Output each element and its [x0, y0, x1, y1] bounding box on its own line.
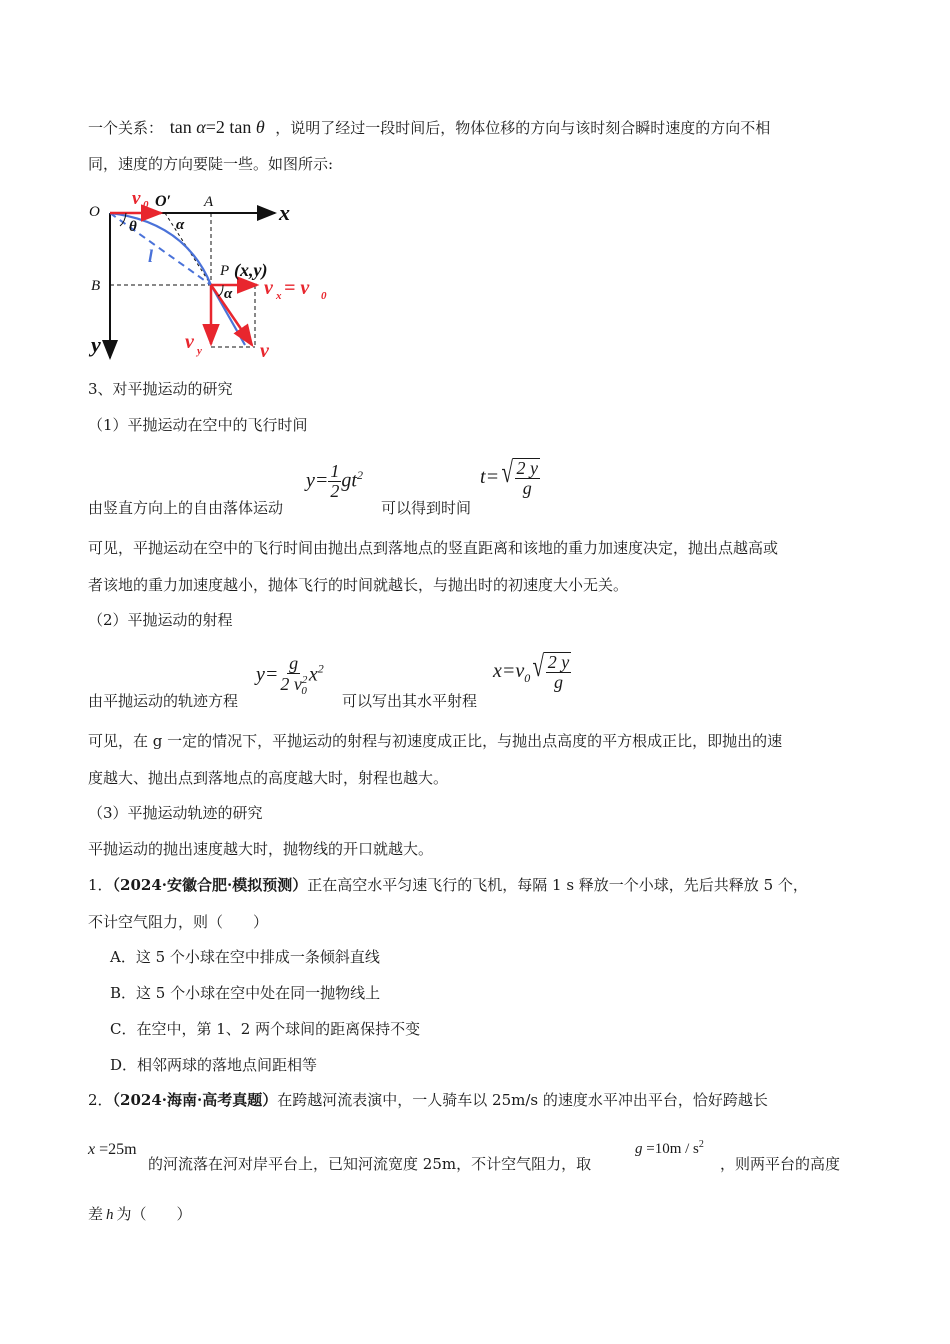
label-theta: θ	[129, 219, 137, 235]
label-alpha-bottom: α	[224, 286, 233, 302]
part-1-prefix: 由竖直方向上的自由落体运动	[88, 499, 284, 517]
question-2-mid: 的河流落在河对岸平台上，已知河流宽度 25m，不计空气阻力，取	[148, 1155, 592, 1173]
part-1-formula-line	[88, 456, 868, 518]
question-2	[88, 1089, 768, 1110]
range-equation: $x=v_0$ √ $\frac{2 y}{g}$	[493, 650, 570, 692]
question-2-end: ，则两平台的高度	[720, 1155, 841, 1173]
part-2-formula-line	[88, 650, 868, 710]
question-1-number: 1．	[88, 876, 113, 894]
question-2-line-3: 差 h 为（ ）	[88, 1205, 192, 1223]
part-1-title: （1）平抛运动在空中的飞行时间	[88, 416, 308, 434]
part-1-para-1: 可见，平抛运动在空中的飞行时间由抛出点到落地点的竖直距离和该地的重力加速度决定，抛出点越高或	[88, 539, 779, 557]
river-width-formula: x =25m	[88, 1141, 137, 1158]
question-2-number: 2．	[88, 1091, 113, 1109]
question-1-option-c[interactable]: C．在空中，第 1、2 两个球间的距离保持不变	[110, 1020, 421, 1038]
label-x-axis: x	[279, 200, 290, 225]
question-1-source: （2024·安徽合肥·模拟预测）	[112, 876, 308, 894]
question-1-text: 正在高空水平匀速飞行的飞机，每隔 1 s 释放一个小球，先后共释放 5 个，	[307, 876, 808, 894]
label-o-prime: O′	[155, 193, 172, 210]
question-2-line-2	[88, 1138, 868, 1178]
label-v: v	[260, 340, 269, 362]
part-2-prefix: 由平抛运动的轨迹方程	[88, 692, 239, 710]
part-1-middle: 可以得到时间	[381, 499, 472, 517]
label-vy: v	[185, 331, 194, 353]
formula-tan-alpha: tan α=2 tan θ	[169, 117, 265, 137]
label-a: A	[204, 194, 214, 210]
label-v0-sub: 0	[143, 199, 149, 211]
question-1-option-d[interactable]: D．相邻两球的落地点间距相等	[110, 1056, 318, 1074]
section-3-title: 3、对平抛运动的研究	[88, 380, 233, 398]
intro-prefix: 一个关系：	[88, 119, 164, 137]
question-2-text: 在跨越河流表演中，一人骑车以 25m/s 的速度水平冲出平台，恰好跨越长	[277, 1091, 768, 1109]
projectile-diagram	[85, 182, 345, 364]
free-fall-equation: y= $\frac{1}{2}$ $gt^2$	[306, 461, 363, 501]
part-3-para: 平抛运动的抛出速度越大时，抛物线的开口就越大。	[88, 840, 434, 858]
question-1	[88, 874, 808, 895]
label-o: O	[89, 204, 100, 220]
question-1-option-b[interactable]: B．这 5 个小球在空中处在同一抛物线上	[110, 984, 381, 1002]
question-1-text-2: 不计空气阻力，则（ ）	[88, 913, 269, 931]
question-2-source: （2024·海南·高考真题）	[112, 1091, 278, 1109]
trajectory-equation: y= $\frac{g}{2 v^2_0}$ $x^2$	[256, 653, 324, 698]
label-v0: v	[132, 188, 141, 209]
part-1-para-2: 者该地的重力加速度越小，抛体飞行的时间就越长，与抛出时的初速度大小无关。	[88, 576, 629, 594]
label-vx-eq: = v	[284, 277, 310, 299]
label-vx-eq-sub: 0	[321, 290, 327, 302]
part-2-para-1: 可见，在 g 一定的情况下，平抛运动的射程与初速度成正比，与抛出点高度的平方根成正比，即抛出的速	[88, 732, 783, 750]
label-p: P	[220, 263, 230, 279]
label-vx-sub: x	[276, 290, 282, 302]
label-p-coords: (x,y)	[234, 260, 268, 280]
intro-line-2: 同，速度的方向要陡一些。如图所示:	[88, 155, 334, 173]
part-2-middle: 可以写出其水平射程	[342, 692, 478, 710]
gravity-formula: $g =10m / s^2$	[635, 1139, 704, 1157]
intro-line-1	[88, 117, 770, 138]
time-equation: t= √ $\frac{2 y}{g}$	[480, 456, 539, 498]
label-l: l	[148, 246, 154, 266]
intro-suffix: ，说明了经过一段时间后，物体位移的方向与该时刻合瞬时速度的方向不相	[275, 119, 771, 137]
label-b: B	[91, 278, 101, 294]
displacement-line	[110, 213, 211, 285]
label-vx: v	[264, 277, 273, 299]
label-vy-sub: y	[197, 345, 202, 357]
part-2-para-2: 度越大、抛出点到落地点的高度越大时，射程也越大。	[88, 769, 449, 787]
part-2-title: （2）平抛运动的射程	[88, 611, 233, 629]
question-1-option-a[interactable]: A．这 5 个小球在空中排成一条倾斜直线	[110, 948, 380, 966]
label-alpha-top: α	[176, 217, 185, 233]
part-3-title: （3）平抛运动轨迹的研究	[88, 804, 263, 822]
label-y-axis: y	[91, 332, 101, 357]
